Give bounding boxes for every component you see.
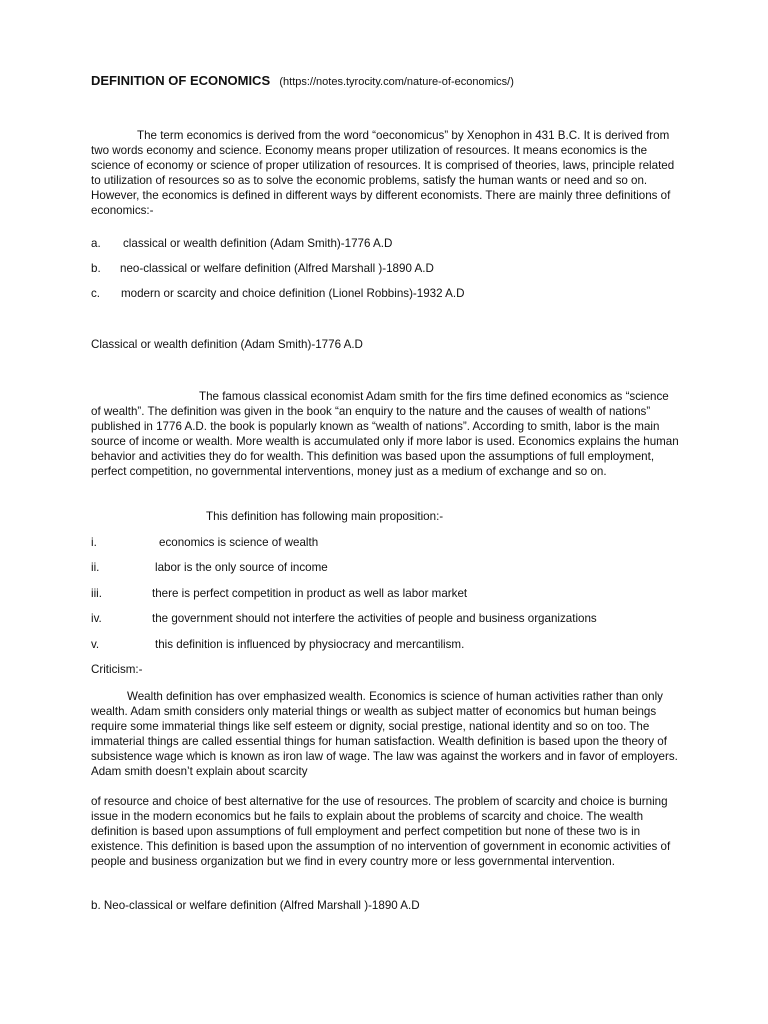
proposition-text: labor is the only source of income <box>155 561 328 574</box>
criticism-paragraph-1 <box>91 689 681 779</box>
proposition-item-iv <box>91 611 597 626</box>
criticism-text-1: Wealth definition has over emphasized wealth. Economics is science of human activities rather than only wealth. Adam smith considers only material things or wealth as subject matter of economics but human beings require some immaterial things like self esteem or dignity, social prestige, national identity and so on too. The immaterial things are called essential things for human satisfaction. Wealth definition is based upon the theory of subsistence wage which is known as iron law of wage. The law was against the workers and in favor of employers. Adam smith doesn’t explain about scarcity <box>91 690 678 778</box>
criticism-paragraph-2 <box>91 794 681 869</box>
definition-text: modern or scarcity and choice definition (Lionel Robbins)-1932 A.D <box>121 287 465 300</box>
proposition-item-iii <box>91 586 467 601</box>
proposition-item-i <box>91 535 318 550</box>
proposition-text: economics is science of wealth <box>159 536 319 549</box>
proposition-marker: i. <box>91 536 97 549</box>
proposition-marker: v. <box>91 638 100 651</box>
criticism-text-2: of resource and choice of best alternative for the use of resources. The problem of scarcity and choice is burning issue in the modern economics but he fails to explain about the problems of scarcity and choice. The wealth definition is based upon assumptions of full employment and perfect competition but none of these two is in existence. This definition is based upon the assumption of no intervention of government in economic activities of people and business organization but we find in every country more or less governmental intervention. <box>91 795 671 868</box>
definition-marker: a. <box>91 237 101 250</box>
proposition-marker: iii. <box>91 587 102 600</box>
proposition-text: there is perfect competition in product as well as labor market <box>152 587 468 600</box>
proposition-marker: iv. <box>91 612 102 625</box>
intro-paragraph <box>91 128 681 218</box>
intro-text: The term economics is derived from the word “oeconomicus” by Xenophon in 431 B.C. It is derived from two words economy and science. Economy means proper utilization of resources. It means economics is the science of economy or science of proper utilization of resources. It is comprised of theories, laws, principle related to utilization of resources so as to solve the economic problems, satisfy the human wants or need and so on. However, the economics is defined in different ways by different economists. There are mainly three definitions of economics:- <box>91 129 675 217</box>
section1-text: The famous classical economist Adam smith for the firs time defined economics as “science of wealth”. The definition was given in the book “an enquiry to the nature and the causes of wealth of nations” published in 1776 A.D. the book is popularly known as “wealth of nations”. According to smith, labor is the main source of income or wealth. More wealth is accumulated only if more labor is used. Economics explains the human behavior and activities they do for wealth. This definition was based upon the assumptions of full employment, perfect competition, no governmental interventions, money just as a medium of exchange and so on. <box>91 390 679 478</box>
definition-item-c <box>91 286 465 301</box>
proposition-item-ii <box>91 560 328 575</box>
document-title: DEFINITION OF ECONOMICS <box>91 73 271 88</box>
definition-text: neo-classical or welfare definition (Alfred Marshall )-1890 A.D <box>120 262 434 275</box>
source-url: (https://notes.tyrocity.com/nature-of-economics/) <box>279 76 514 88</box>
definition-marker: b. <box>91 262 101 275</box>
section1-heading: Classical or wealth definition (Adam Smith)-1776 A.D <box>91 338 363 351</box>
proposition-intro: This definition has following main proposition:- <box>206 510 444 523</box>
title-line <box>91 73 514 90</box>
proposition-text: the government should not interfere the activities of people and business organizations <box>152 612 597 625</box>
definition-item-a <box>91 236 392 251</box>
definition-item-b <box>91 261 434 276</box>
definition-text: classical or wealth definition (Adam Smith)-1776 A.D <box>123 237 393 250</box>
section1-paragraph <box>91 389 681 479</box>
criticism-heading: Criticism:- <box>91 663 143 676</box>
proposition-marker: ii. <box>91 561 100 574</box>
definition-marker: c. <box>91 287 101 300</box>
proposition-text: this definition is influenced by physiocracy and mercantilism. <box>155 638 465 651</box>
proposition-item-v <box>91 637 464 652</box>
section2-heading: b. Neo-classical or welfare definition (Alfred Marshall )-1890 A.D <box>91 899 420 912</box>
